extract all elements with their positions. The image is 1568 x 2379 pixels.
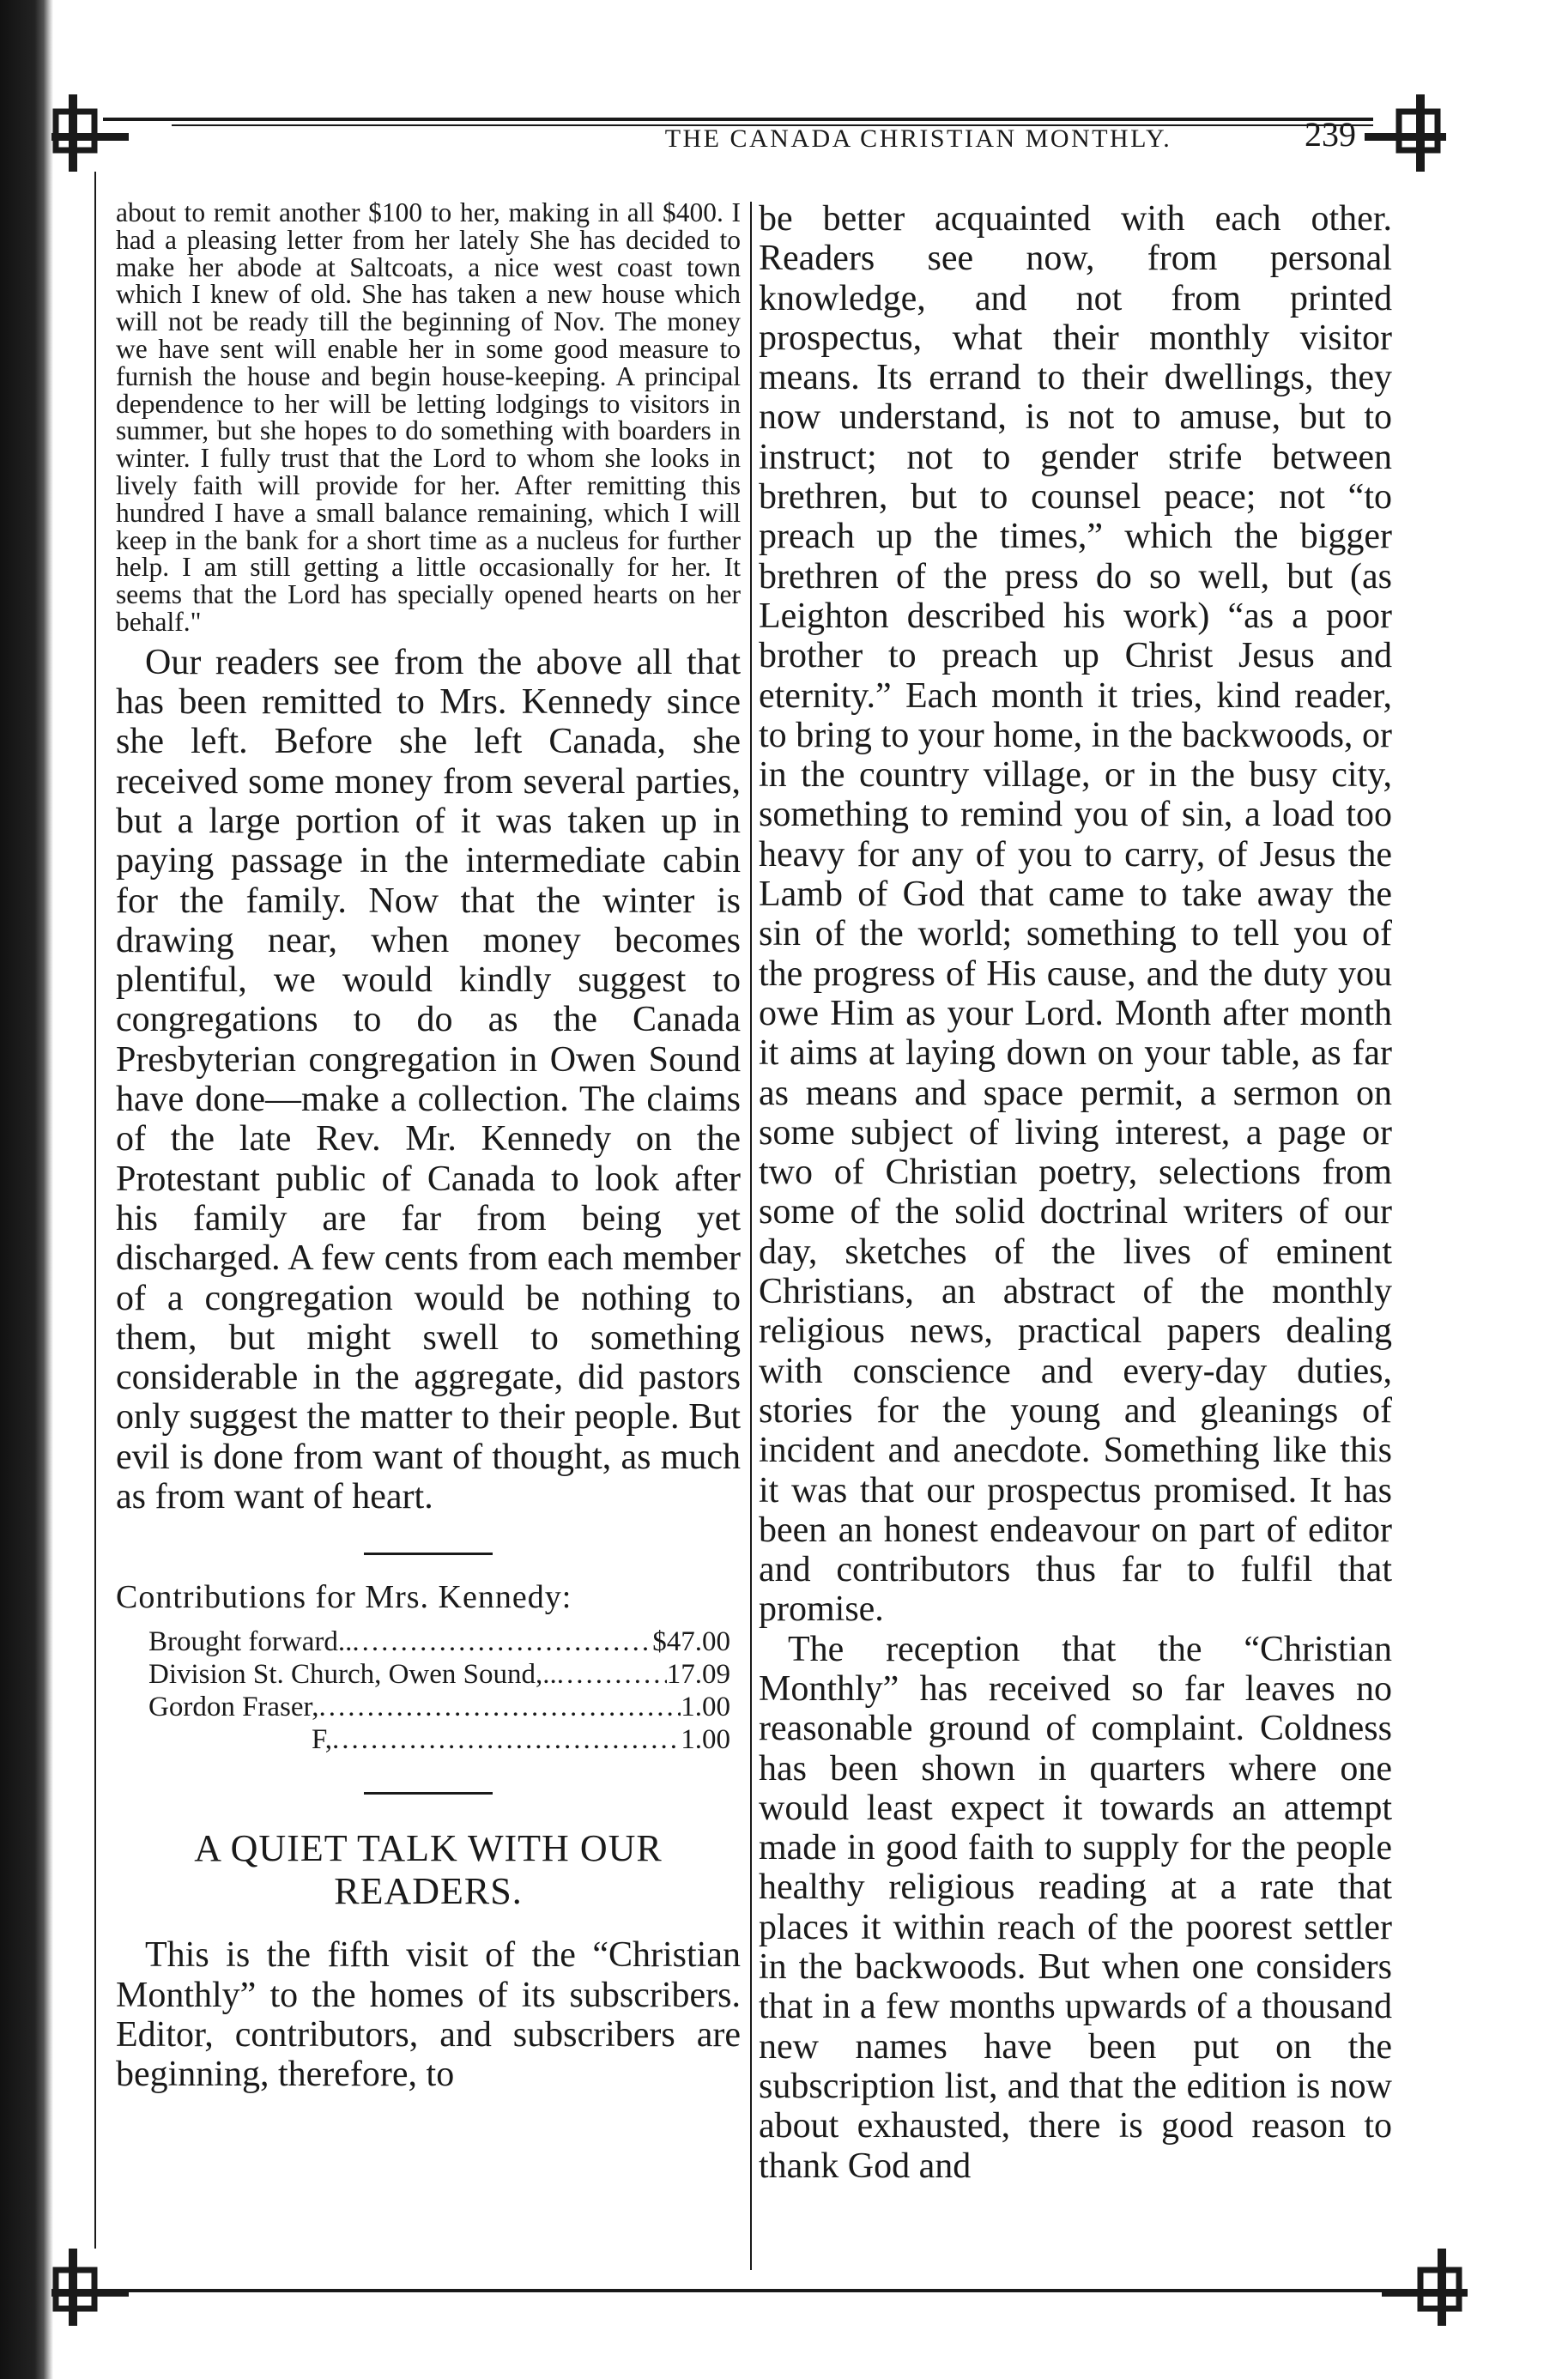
contributor-name: Gordon Fraser, [148,1692,319,1723]
corner-ornament-top-left-icon [43,86,137,180]
article-opening-paragraph: This is the fifth visit of the “Christian Monthly” to the homes of its subscribers. Editor, contributors, and subscribers are beginning, therefore, to [116,1935,741,2095]
contributions-heading: Contributions for Mrs. Kennedy: [116,1579,572,1616]
leader-dots [352,1625,652,1658]
leader-dots [318,1691,681,1723]
right-paragraph-1: be better acquainted with each other. Readers see now, from personal knowledge, and not from printed prospectus, what their monthly visitor means. Its errand to their dwellings, they now understand, is not to amuse, but to instruct; not to gender strife between brethren, but to counsel peace; not “to preach up the times,” which the bigger brethren of the press do so well, but (as Leighton described his work) “as a poor brother to preach up Christ Jesus and eternity.” Each month it tries, kind reader, to bring to your home, in the backwoods, or in the country village, or in the busy city, something to remind you of sin, a load too heavy for any of you to carry, of Jesus the Lamb of God that came to take away the sin of the world; something to tell you of the progress of His cause, and the duty you owe Him as your Lord. Month after month it aims at laying down on your table, as far as means and space permit, a sermon on some subject of living interest, a page or two of Christian poetry, selections from some of the solid doctrinal writers of our day, sketches of the lives of eminent Christians, an abstract of the monthly religious news, practical papers dealing with conscience and every-day duties, stories for the young and gleanings of incident and anecdote. Something like this it was that our prospectus promised. It has been an honest endeavour on part of editor and contributors thus far to fulfil that promise. [759,199,1392,1630]
contributor-name: F, [312,1724,332,1756]
column-divider [750,202,752,2270]
letter-continuation: about to remit another $100 to her, making in all $400. I had a pleasing letter from her lately She has decided to make her abode at Saltcoats, a nice west coast town which I knew of old. She has taken a new house which will not be ready till the beginning of Nov. The money we have sent will enable her in some good measure to furnish the house and begin house-keeping. A principal dependence to her will be letting lodgings to visitors in summer, but she hopes to do something with boarders in winter. I fully trust that the Lord to whom she looks in lively faith will provide for her. After remitting this hundred I have a small balance remaining, which I will keep in the bank for a short time as a nucleus for further help. I am still getting a little occasionally for her. It seems that the Lord has specially opened hearts on her behalf." [116,197,741,637]
top-border-rule [103,118,1373,121]
left-border-rule [94,172,96,2249]
contribution-row [148,1658,730,1691]
leader-dots [332,1723,681,1756]
section-rule [364,1792,493,1795]
bottom-border-rule [103,2289,1459,2292]
running-head: THE CANADA CHRISTIAN MONTHLY. [664,124,1172,153]
corner-ornament-bottom-left-icon [43,2244,137,2339]
book-spine-shadow [0,0,53,2379]
contribution-row [148,1723,730,1756]
appeal-paragraph: Our readers see from the above all that has been remitted to Mrs. Kennedy since she left. Before she left Canada, she received some money from several parties, but a large portion of it was taken up in paying passage in the intermediate cabin for the family. Now that the winter is drawing near, when money becomes plentiful, we would kindly suggest to congregations to do as the Canada Presbyterian congregation in Owen Sound have done—make a collection. The claims of the late Rev. Mr. Kennedy on the Protestant public of Canada to look after his family are far from being yet discharged. A few cents from each member of a congregation would be nothing to them, but might swell to something considerable in the aggregate, did pastors only suggest the matter to their people. But evil is done from want of thought, as much as from want of heart. [116,642,741,1516]
contribution-amount: 1.00 [681,1692,730,1723]
corner-ornament-bottom-right-icon [1377,2244,1472,2339]
right-column [759,199,1392,2186]
section-rule [364,1553,493,1555]
page-number: 239 [1305,115,1356,154]
contribution-amount: $47.00 [652,1626,730,1658]
contribution-amount: 1.00 [681,1724,730,1756]
leader-dots [557,1658,667,1691]
contributor-name: Brought forward.. [148,1626,353,1658]
contributor-name: Division St. Church, Owen Sound,.. [148,1659,557,1691]
contribution-row [148,1625,730,1658]
left-column [116,199,741,2094]
contributions-block [116,1577,741,1756]
contribution-amount: 17.09 [666,1659,730,1691]
right-paragraph-2: The reception that the “Christian Monthly” has received so far leaves no reasonable ground of complaint. Coldness has been shown in quarters where one would least expect it towards an attempt made in good faith to supply for the people healthy religious reading at a rate that places it within reach of the poorest settler in the backwoods. But when one considers that in a few months upwards of a thousand new names have been put on the subscription list, and that the edition is now about exhausted, there is good reason to thank God and [759,1629,1392,2186]
contribution-row [148,1691,730,1723]
article-title: A QUIET TALK WITH OUR READERS. [194,1827,663,1913]
